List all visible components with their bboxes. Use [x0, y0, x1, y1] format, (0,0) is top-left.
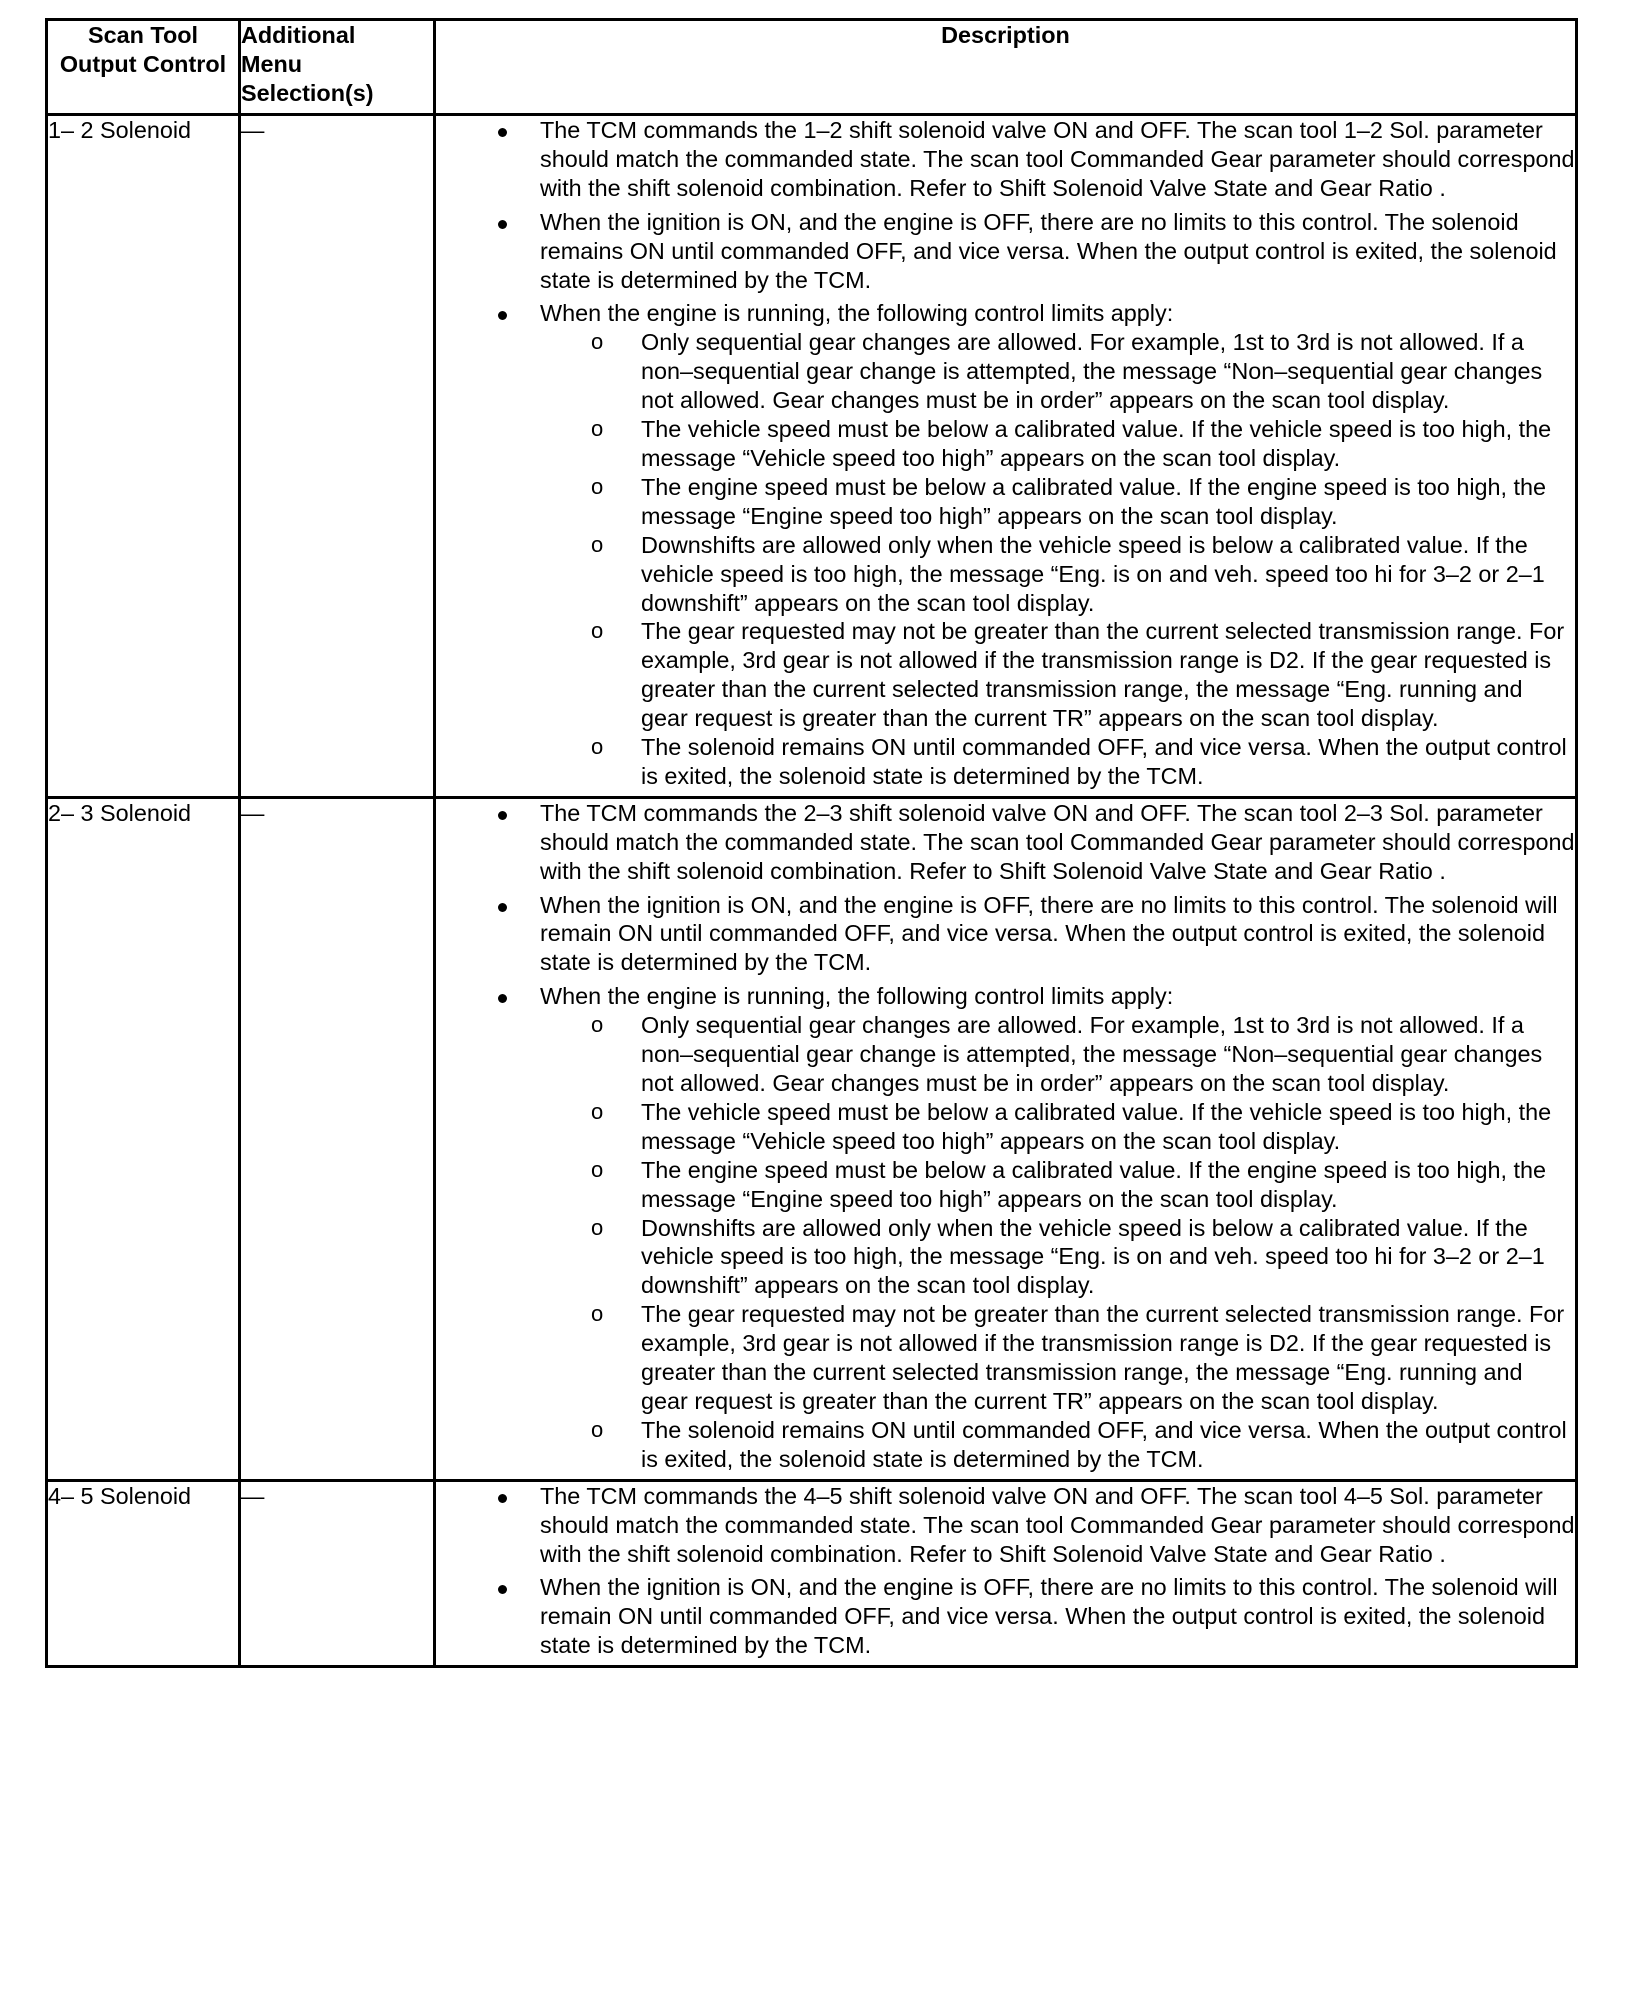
circle-bullet-icon: o — [591, 473, 604, 499]
table-row — [47, 1480, 1577, 1666]
table-row — [47, 115, 1577, 798]
header-description — [435, 20, 1577, 115]
bullet-item — [436, 299, 1575, 790]
header-text: Description — [941, 22, 1070, 48]
sub-bullet-text: The vehicle speed must be below a calibrated value. If the vehicle speed is too high, the message “Vehicle speed too high” appears on the scan tool display. — [641, 416, 1552, 471]
header-row — [47, 20, 1577, 115]
bullet-text: The TCM commands the 2–3 shift solenoid valve ON and OFF. The scan tool 2–3 Sol. parameter should match the commanded state. The scan tool Commanded Gear parameter should correspond with the shift solenoid combination. Refer to Shift Solenoid Valve State and Gear Ratio . — [540, 799, 1575, 884]
sub-bullet-item — [540, 328, 1575, 415]
table-body — [47, 115, 1577, 1667]
bullet-list — [436, 1482, 1575, 1660]
bullet-list — [436, 799, 1575, 1474]
bullet-text: When the engine is running, the following control limits apply: — [540, 983, 1174, 1010]
output-control-table — [45, 18, 1578, 1668]
bullet-text: When the ignition is ON, and the engine is OFF, there are no limits to this control. The solenoid will remain ON until commanded OFF, and vice versa. When the output control is exited, the solenoid state is determined by the TCM. — [540, 891, 1558, 976]
sub-bullet-text: Only sequential gear changes are allowed. For example, 1st to 3rd is not allowed. If a non–sequential gear change is attempted, the message “Non–sequential gear changes not allowed. Gear changes must be in order” appears on the scan tool display. — [641, 329, 1543, 414]
menu-selection: — — [240, 797, 435, 1480]
bullet-item — [436, 891, 1575, 978]
circle-bullet-icon: o — [591, 1156, 604, 1182]
bullet-text: The TCM commands the 4–5 shift solenoid valve ON and OFF. The scan tool 4–5 Sol. parameter should match the commanded state. The scan tool Commanded Gear parameter should correspond with the shift solenoid combination. Refer to Shift Solenoid Valve State and Gear Ratio . — [540, 1482, 1575, 1567]
sub-bullet-text: Only sequential gear changes are allowed. For example, 1st to 3rd is not allowed. If a non–sequential gear change is attempted, the message “Non–sequential gear changes not allowed. Gear changes must be in order” appears on the scan tool display. — [641, 1012, 1543, 1096]
sub-bullet-text: The gear requested may not be greater than the current selected transmission range. For example, 3rd gear is not allowed if the transmission range is D2. If the gear requested is greater than the current selected transmission range, the message “Eng. running and gear request is greater than the current TR” appears on the scan tool display. — [641, 618, 1565, 732]
description-cell — [435, 797, 1577, 1480]
bullet-list — [436, 116, 1575, 791]
output-control-name: 4– 5 Solenoid — [47, 1480, 240, 1666]
sub-bullet-item — [540, 473, 1575, 531]
header-text: Additional — [241, 22, 356, 48]
circle-bullet-icon: o — [591, 618, 604, 644]
header-text: Selection(s) — [241, 79, 374, 106]
bullet-text: When the ignition is ON, and the engine is OFF, there are no limits to this control. The solenoid remains ON until commanded OFF, and vice versa. When the output control is exited, the solenoid state is determined by the TCM. — [540, 208, 1557, 293]
bullet-item — [436, 116, 1575, 203]
sub-bullet-text: The engine speed must be below a calibrated value. If the engine speed is too high, the message “Engine speed too high” appears on the scan tool display. — [641, 1156, 1547, 1212]
bullet-item — [436, 799, 1575, 886]
sub-bullet-list — [540, 328, 1575, 791]
menu-selection: — — [240, 1480, 435, 1666]
sub-bullet-item — [540, 1214, 1575, 1301]
sub-bullet-text: The solenoid remains ON until commanded OFF, and vice versa. When the output control is exited, the solenoid state is determined by the TCM. — [641, 1416, 1567, 1472]
sub-bullet-item — [540, 531, 1575, 618]
description-cell — [435, 1480, 1577, 1666]
sub-bullet-text: Downshifts are allowed only when the vehicle speed is below a calibrated value. If the vehicle speed is too high, the message “Eng. is on and veh. speed too hi for 3–2 or 2–1 downshift” appears on the scan tool display. — [641, 1214, 1545, 1299]
sub-bullet-item — [540, 1416, 1575, 1474]
sub-bullet-text: The gear requested may not be greater than the current selected transmission range. For example, 3rd gear is not allowed if the transmission range is D2. If the gear requested is greater than the current selected transmission range, the message “Eng. running and gear request is greater than the current TR” appears on the scan tool display. — [641, 1301, 1565, 1414]
sub-bullet-item — [540, 415, 1575, 473]
bullet-icon — [498, 811, 507, 820]
sub-bullet-item — [540, 617, 1575, 733]
sub-bullet-text: The engine speed must be below a calibrated value. If the engine speed is too high, the message “Engine speed too high” appears on the scan tool display. — [641, 473, 1547, 529]
sub-bullet-item — [540, 1300, 1575, 1416]
header-scan-tool-output-control — [47, 20, 240, 115]
bullet-icon — [498, 1494, 507, 1503]
header-text: Scan Tool — [87, 22, 199, 48]
sub-bullet-item — [540, 1098, 1575, 1156]
bullet-item — [436, 1573, 1575, 1660]
sub-bullet-text: Downshifts are allowed only when the vehicle speed is below a calibrated value. If the vehicle speed is too high, the message “Eng. is on and veh. speed too hi for 3–2 or 2–1 downshift” appears on the scan tool display. — [641, 531, 1545, 616]
header-additional-menu-selections — [240, 20, 435, 115]
circle-bullet-icon: o — [591, 1214, 604, 1240]
sub-bullet-list — [540, 1011, 1575, 1474]
menu-selection: — — [240, 115, 435, 798]
bullet-text: When the engine is running, the following control limits apply: — [540, 300, 1174, 327]
bullet-item — [436, 1482, 1575, 1569]
sub-bullet-item — [540, 1156, 1575, 1214]
bullet-icon — [498, 311, 507, 320]
circle-bullet-icon: o — [591, 1012, 604, 1038]
sub-bullet-text: The solenoid remains ON until commanded OFF, and vice versa. When the output control is exited, the solenoid state is determined by the TCM. — [641, 734, 1567, 789]
bullet-icon — [498, 220, 507, 229]
output-control-name: 2– 3 Solenoid — [47, 797, 240, 1480]
bullet-icon — [498, 128, 507, 137]
bullet-text: The TCM commands the 1–2 shift solenoid valve ON and OFF. The scan tool 1–2 Sol. parameter should match the commanded state. The scan tool Commanded Gear parameter should correspond with the shift solenoid combination. Refer to Shift Solenoid Valve State and Gear Ratio . — [540, 117, 1575, 201]
circle-bullet-icon: o — [591, 531, 604, 557]
sub-bullet-item — [540, 1011, 1575, 1098]
header-text: Menu — [241, 50, 303, 77]
circle-bullet-icon: o — [591, 1301, 604, 1327]
output-control-name: 1– 2 Solenoid — [47, 115, 240, 798]
description-cell — [435, 115, 1577, 798]
circle-bullet-icon: o — [591, 1098, 604, 1124]
bullet-icon — [498, 903, 507, 912]
bullet-item — [436, 208, 1575, 295]
circle-bullet-icon: o — [591, 1416, 604, 1442]
circle-bullet-icon: o — [591, 734, 604, 760]
table-row — [47, 797, 1577, 1480]
circle-bullet-icon: o — [591, 416, 604, 442]
header-text: Output Control — [59, 50, 227, 77]
bullet-item — [436, 982, 1575, 1473]
bullet-text: When the ignition is ON, and the engine is OFF, there are no limits to this control. The solenoid will remain ON until commanded OFF, and vice versa. When the output control is exited, the solenoid state is determined by the TCM. — [540, 1574, 1558, 1659]
sub-bullet-item — [540, 733, 1575, 791]
bullet-icon — [498, 994, 507, 1003]
circle-bullet-icon: o — [591, 329, 604, 355]
sub-bullet-text: The vehicle speed must be below a calibrated value. If the vehicle speed is too high, the message “Vehicle speed too high” appears on the scan tool display. — [641, 1098, 1552, 1154]
bullet-icon — [498, 1585, 507, 1594]
